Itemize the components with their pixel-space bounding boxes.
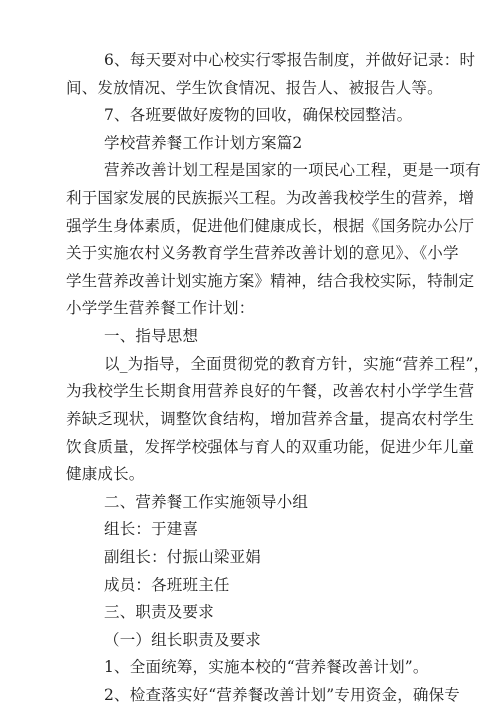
text-line: 7、各班要做好废物的回收，确保校园整洁。 [104, 106, 413, 125]
text-line: 组长：于建喜 [104, 520, 199, 539]
text-line: 关于实施农村义务教育学生营养改善计划的意见》、《小学 [66, 244, 459, 263]
text-line: 利于国家发展的民族振兴工程。为改善我校学生的营养，增 [66, 189, 475, 208]
heading-line: 三、职责及要求 [104, 603, 214, 622]
text-line: 养缺乏现状，调整饮食结构，增加营养含量，提高农村学生 [66, 409, 475, 428]
text-line: 饮食质量，发挥学校强体与育人的双重功能，促进少年儿童 [66, 437, 475, 456]
text-line: 学生营养改善计划实施方案》精神，结合我校实际，特制定 [66, 271, 475, 290]
text-line: 1、全面统筹，实施本校的“营养餐改善计划”。 [104, 658, 429, 677]
text-line: 健康成长。 [66, 465, 145, 484]
text-line: 6、每天要对中心校实行零报告制度，并做好记录：时 [104, 51, 476, 69]
text-line: 强学生身体素质，促进他们健康成长，根据《国务院办公厅 [66, 216, 475, 235]
heading-line: 二、营养餐工作实施领导小组 [104, 492, 309, 511]
text-line: 副组长：付振山梁亚娟 [104, 547, 262, 566]
text-line: 为我校学生长期食用营养良好的午餐，改善农村小学学生营 [66, 382, 475, 401]
text-line: 间、发放情况、学生饮食情况、报告人、被报告人等。 [66, 78, 443, 97]
text-line: 成员：各班班主任 [104, 575, 230, 594]
section-title: 学校营养餐工作计划方案篇2 [104, 133, 303, 152]
text-line: 以_为指导，全面贯彻党的教育方针，实施“营养工程”， [104, 354, 490, 373]
text-line: 小学学生营养餐工作计划： [66, 299, 255, 318]
heading-line: （一）组长职责及要求 [104, 630, 262, 649]
text-line: 2、检查落实好“营养餐改善计划”专用资金，确保专 [104, 686, 461, 704]
text-line: 营养改善计划工程是国家的一项民心工程，更是一项有 [104, 161, 481, 180]
heading-line: 一、指导思想 [104, 327, 199, 346]
